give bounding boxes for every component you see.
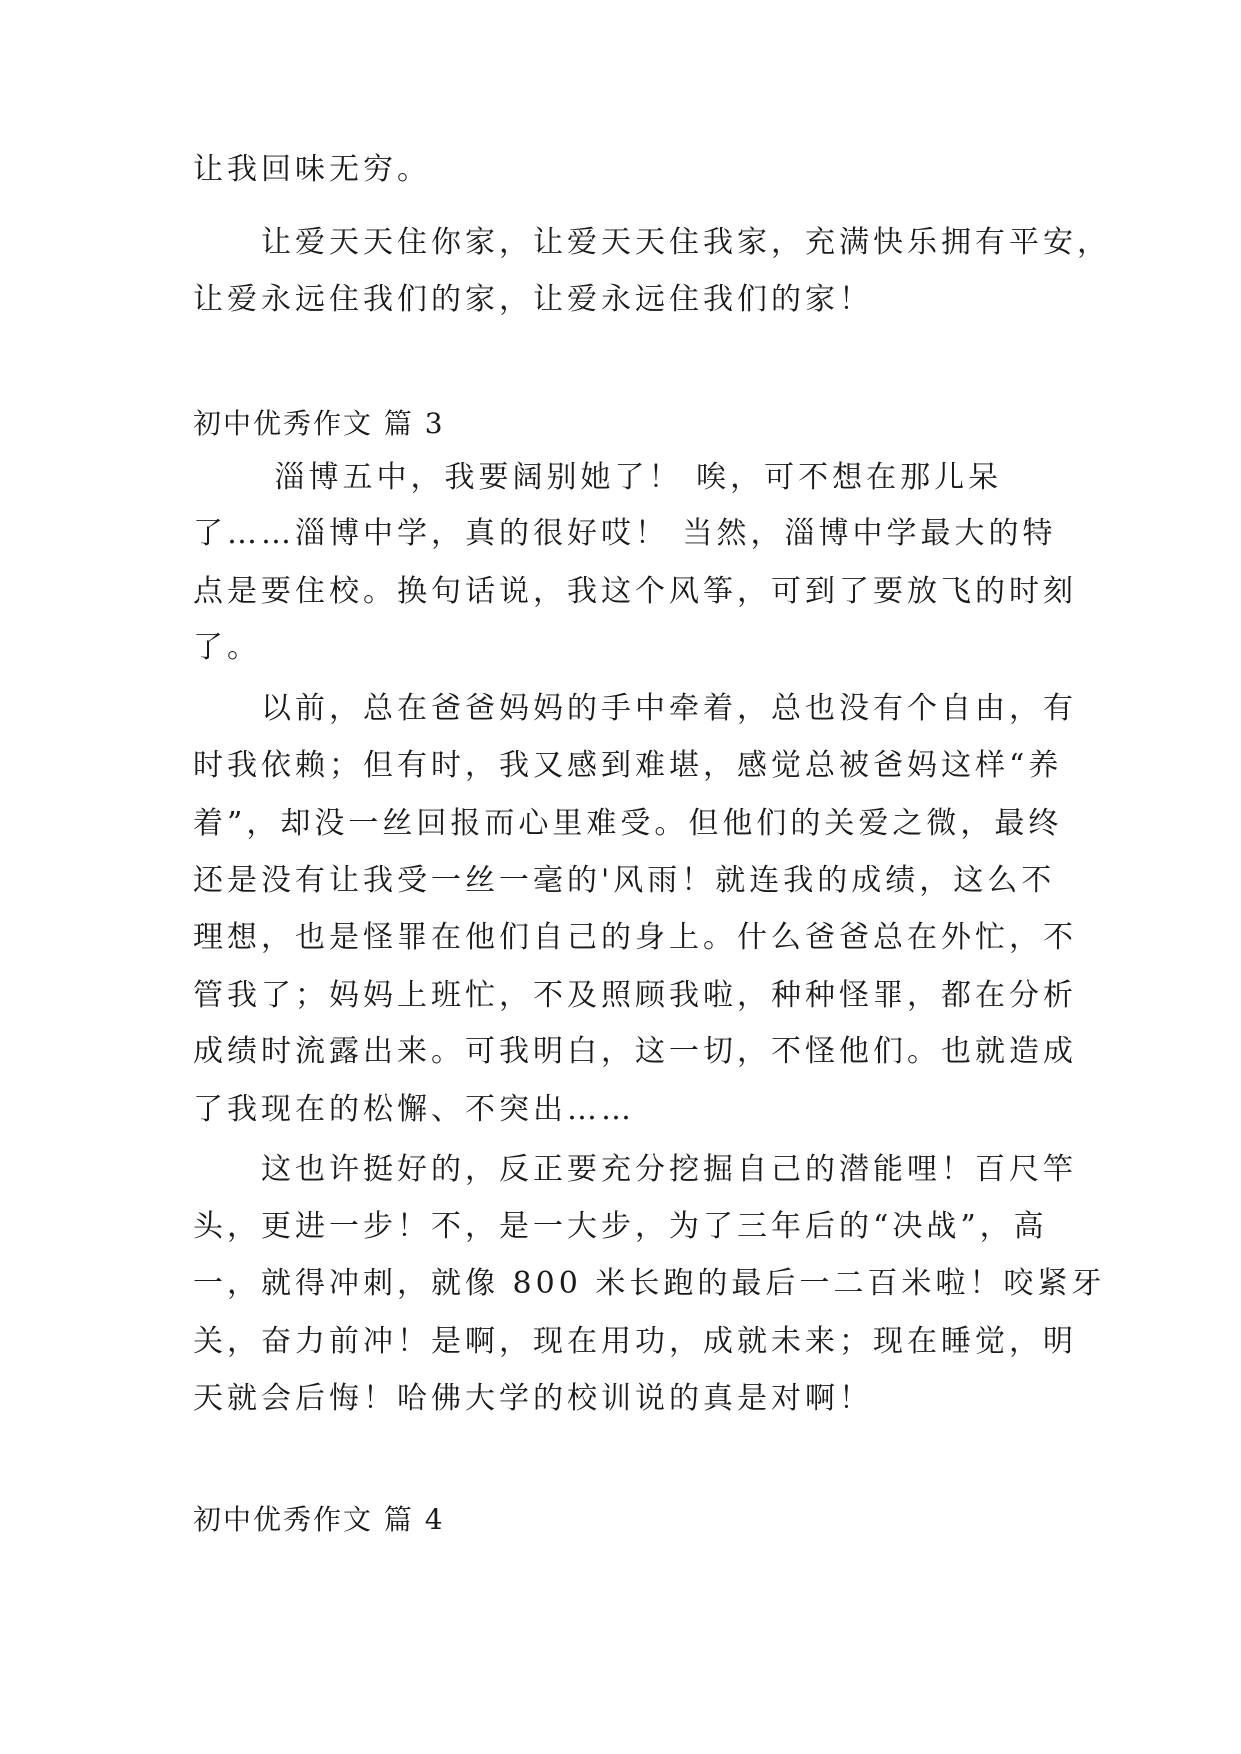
- text-line: 让爱永远住我们的家，让爱永远住我们的家！: [193, 282, 873, 317]
- text-line: 还是没有让我受一丝一毫的'风雨！就连我的成绩，这么不: [193, 863, 1056, 898]
- text-line: 着”，却没一丝回报而心里难受。但他们的关爱之微，最终: [193, 806, 1063, 841]
- text-line: 点是要住校。换句话说，我这个风筝，可到了要放飞的时刻: [193, 574, 1077, 609]
- section-heading: 初中优秀作文 篇 3: [193, 407, 445, 440]
- text-line: 了我现在的松懈、不突出……: [193, 1092, 635, 1127]
- text-line: 让我回味无穷。: [193, 152, 431, 187]
- text-line: 成绩时流露出来。可我明白，这一切，不怪他们。也就造成: [193, 1034, 1077, 1069]
- text-line: 关，奋力前冲！是啊，现在用功，成就未来；现在睡觉，明: [193, 1324, 1077, 1359]
- text-line: 时我依赖；但有时，我又感到难堪，感觉总被爸妈这样“养: [193, 748, 1063, 783]
- text-line: 天就会后悔！哈佛大学的校训说的真是对啊！: [193, 1381, 873, 1416]
- text-line: 一，就得冲刺，就像 800 米长跑的最后一二百米啦！咬紧牙: [193, 1266, 1106, 1301]
- text-line: 了……淄博中学，真的很好哎！ 当然，淄博中学最大的特: [193, 516, 1057, 551]
- text-line: 淄博五中，我要阔别她了！ 唉，可不想在那儿呆: [193, 460, 1003, 495]
- section-heading: 初中优秀作文 篇 4: [193, 1503, 445, 1536]
- text-line: 头，更进一步！不，是一大步，为了三年后的“决战”，高: [193, 1209, 1048, 1244]
- text-line: 以前，总在爸爸妈妈的手中牵着，总也没有个自由，有: [193, 691, 1077, 726]
- text-line: 让爱天天住你家，让爱天天住我家，充满快乐拥有平安，: [193, 225, 1111, 260]
- text-line: 管我了；妈妈上班忙，不及照顾我啦，种种怪罪，都在分析: [193, 978, 1077, 1013]
- text-line: 这也许挺好的，反正要充分挖掘自己的潜能哩！百尺竿: [193, 1152, 1077, 1187]
- text-line: 了。: [193, 630, 261, 665]
- text-line: 理想，也是怪罪在他们自己的身上。什么爸爸总在外忙，不: [193, 920, 1077, 955]
